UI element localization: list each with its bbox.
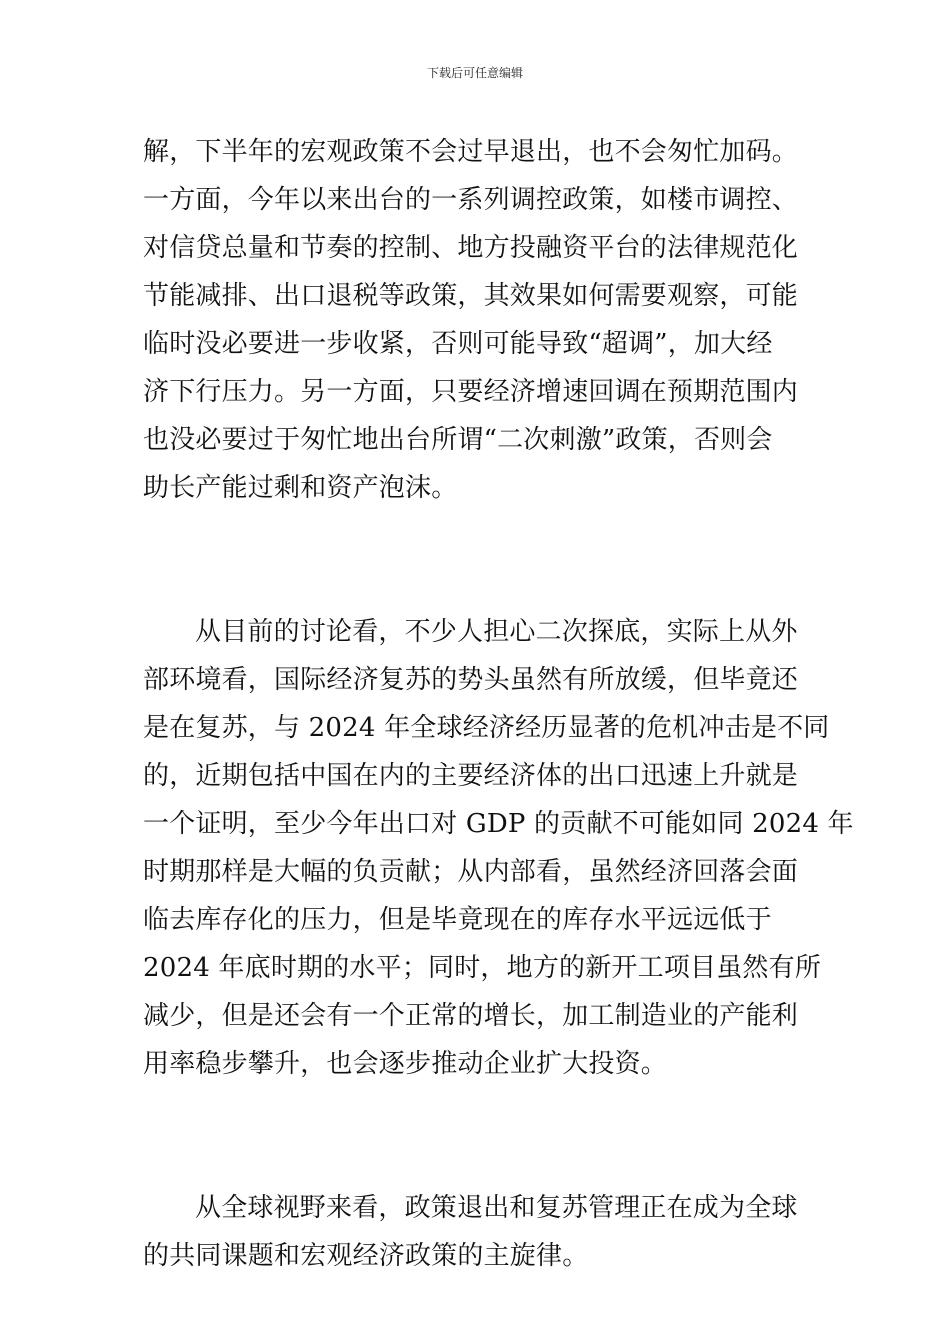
paragraph-spacer	[143, 560, 807, 608]
text-line: 也没必要过于匆忙地出台所谓“二次刺激”政策，否则会	[143, 425, 773, 455]
text-line: 临时没必要进一步收紧，否则可能导致“超调”，加大经	[143, 329, 773, 359]
paragraph-spacer	[143, 512, 807, 560]
text-line: 助长产能过剩和资产泡沫。	[143, 473, 458, 503]
text-line: 一方面，今年以来出台的一系列调控政策，如楼市调控、	[143, 185, 799, 215]
text-line: 的，近期包括中国在内的主要经济体的出口迅速上升就是	[143, 761, 799, 791]
text-line: 从全球视野来看，政策退出和复苏管理正在成为全球	[195, 1193, 798, 1223]
text-line: 2024 年底时期的水平；同时，地方的新开工项目虽然有所	[143, 953, 822, 983]
text-line: 一个证明，至少今年出口对 GDP 的贡献不可能如同 2024 年	[143, 809, 854, 839]
text-line: 时期那样是大幅的负贡献；从内部看，虽然经济回落会面	[143, 857, 799, 887]
text-line: 减少，但是还会有一个正常的增长，加工制造业的产能利	[143, 1001, 799, 1031]
text-line: 解，下半年的宏观政策不会过早退出，也不会匆忙加码。	[143, 137, 799, 167]
text-line: 用率稳步攀升，也会逐步推动企业扩大投资。	[143, 1049, 668, 1079]
text-line: 从目前的讨论看，不少人担心二次探底，实际上从外	[195, 617, 798, 647]
text-line: 的共同课题和宏观经济政策的主旋律。	[143, 1241, 589, 1271]
header-note: 下载后可任意编辑	[426, 66, 523, 80]
paragraph-3	[143, 1184, 807, 1280]
paragraph-1	[143, 128, 807, 512]
paragraph-spacer	[143, 1088, 807, 1136]
paragraph-2	[143, 608, 854, 1088]
paragraph-spacer	[143, 1136, 807, 1184]
text-line: 济下行压力。另一方面，只要经济增速回调在预期范围内	[143, 377, 799, 407]
text-line: 临去库存化的压力，但是毕竟现在的库存水平远远低于	[143, 905, 772, 935]
text-line: 部环境看，国际经济复苏的势头虽然有所放缓，但毕竟还	[143, 665, 799, 695]
text-line: 节能减排、出口退税等政策，其效果如何需要观察，可能	[143, 281, 799, 311]
text-line: 对信贷总量和节奏的控制、地方投融资平台的法律规范化	[143, 233, 799, 263]
document-body	[143, 128, 854, 1280]
text-line: 是在复苏，与 2024 年全球经济经历显著的危机冲击是不同	[143, 713, 830, 743]
